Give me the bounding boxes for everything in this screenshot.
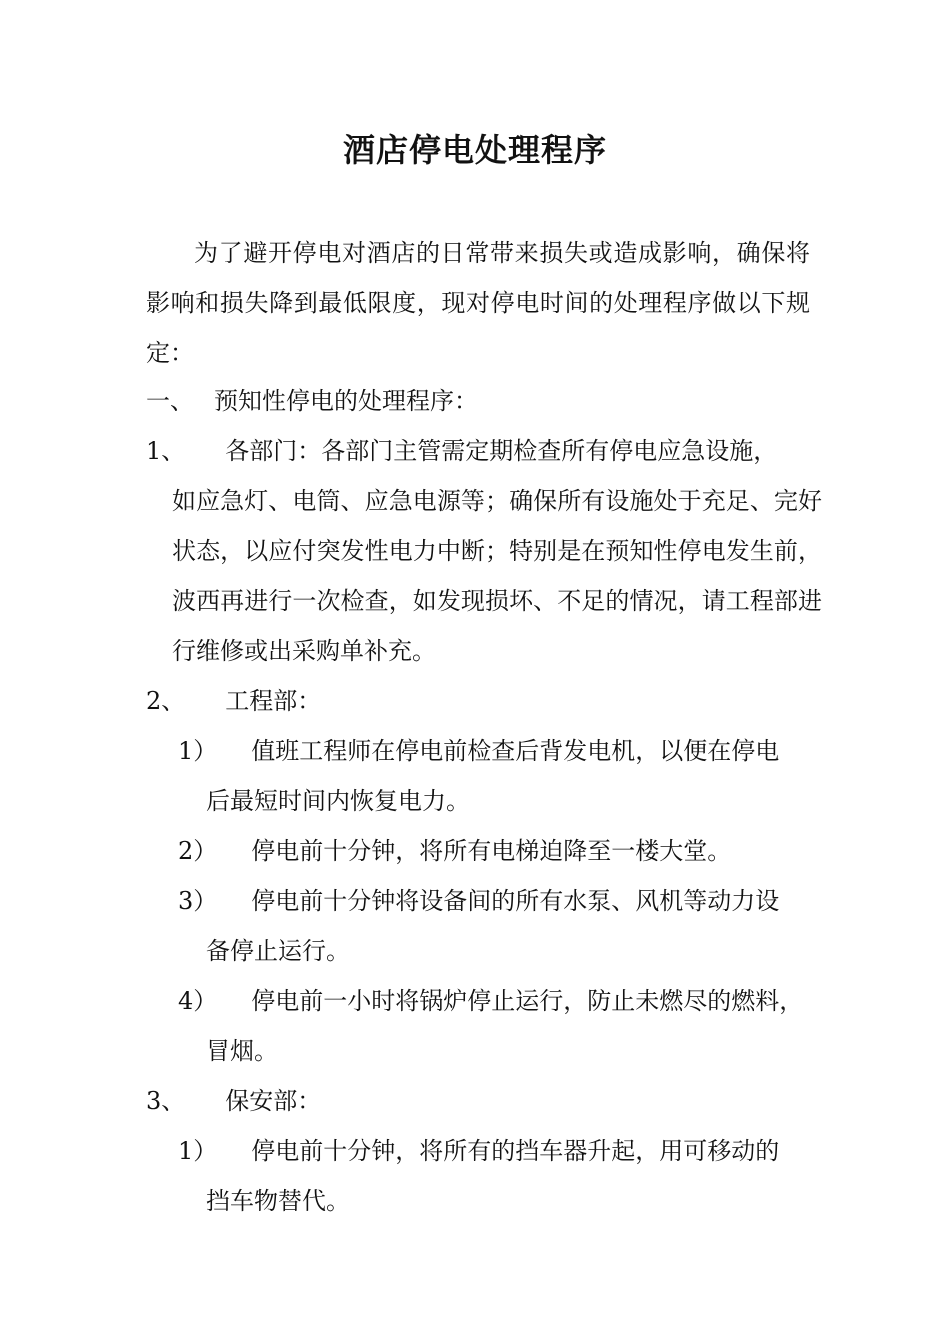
item2-sub1-number: 1） — [178, 737, 218, 765]
item3-heading — [146, 1076, 321, 1126]
item1-number: 1、 — [146, 437, 186, 465]
item3-sub1-rest: 挡车物替代。 — [206, 1187, 350, 1215]
item1-first-line — [146, 426, 777, 476]
item2-sub4-number: 4） — [178, 987, 218, 1015]
section-one-number: 一、 — [146, 387, 194, 415]
page-title: 酒店停电处理程序 — [342, 131, 607, 169]
intro-paragraph: 为了避开停电对酒店的日常带来损失或造成影响，确保将影响和损失降到最低限度，现对停电时间的处理程序做以下规定： — [146, 239, 810, 367]
item1-body: 如应急灯、电筒、应急电源等；确保所有设施处于充足、完好状态，以应付突发性电力中断；特别是在预知性停电发生前，波西再进行一次检查，如发现损坏、不足的情况，请工程部进行维修或出采购单补充。 — [172, 487, 822, 665]
section-one-heading-text: 预知性停电的处理程序： — [214, 387, 478, 415]
item2-sub2-first: 停电前十分钟，将所有电梯迫降至一楼大堂。 — [251, 837, 732, 865]
item2-number: 2、 — [146, 687, 186, 715]
item2-sub4-rest: 冒烟。 — [206, 1037, 278, 1065]
item2-sub1 — [178, 726, 779, 776]
item2-sub4-first: 停电前一小时将锅炉停止运行，防止未燃尽的燃料， — [251, 987, 804, 1015]
item2-sub3-first: 停电前十分钟将设备间的所有水泵、风机等动力设 — [251, 887, 780, 915]
item2-sub2 — [178, 826, 731, 876]
item2-sub2-number: 2） — [178, 837, 218, 865]
item2-sub4 — [178, 976, 803, 1026]
item2-heading-text: 工程部： — [225, 687, 322, 715]
item2-sub3 — [178, 876, 779, 926]
item2-heading — [146, 676, 321, 726]
item3-heading-text: 保安部： — [225, 1087, 322, 1115]
item2-sub1-rest: 后最短时间内恢复电力。 — [206, 787, 470, 815]
section-one-heading — [146, 376, 478, 426]
item3-sub1-number: 1） — [178, 1137, 218, 1165]
item1-first-text: 各部门：各部门主管需定期检查所有停电应急设施， — [225, 437, 778, 465]
item3-sub1 — [178, 1126, 779, 1176]
item2-sub3-rest: 备停止运行。 — [206, 937, 350, 965]
item2-sub1-first: 值班工程师在停电前检查后背发电机，以便在停电 — [251, 737, 780, 765]
item3-sub1-first: 停电前十分钟，将所有的挡车器升起，用可移动的 — [251, 1137, 780, 1165]
item2-sub3-number: 3） — [178, 887, 218, 915]
item3-number: 3、 — [146, 1087, 186, 1115]
